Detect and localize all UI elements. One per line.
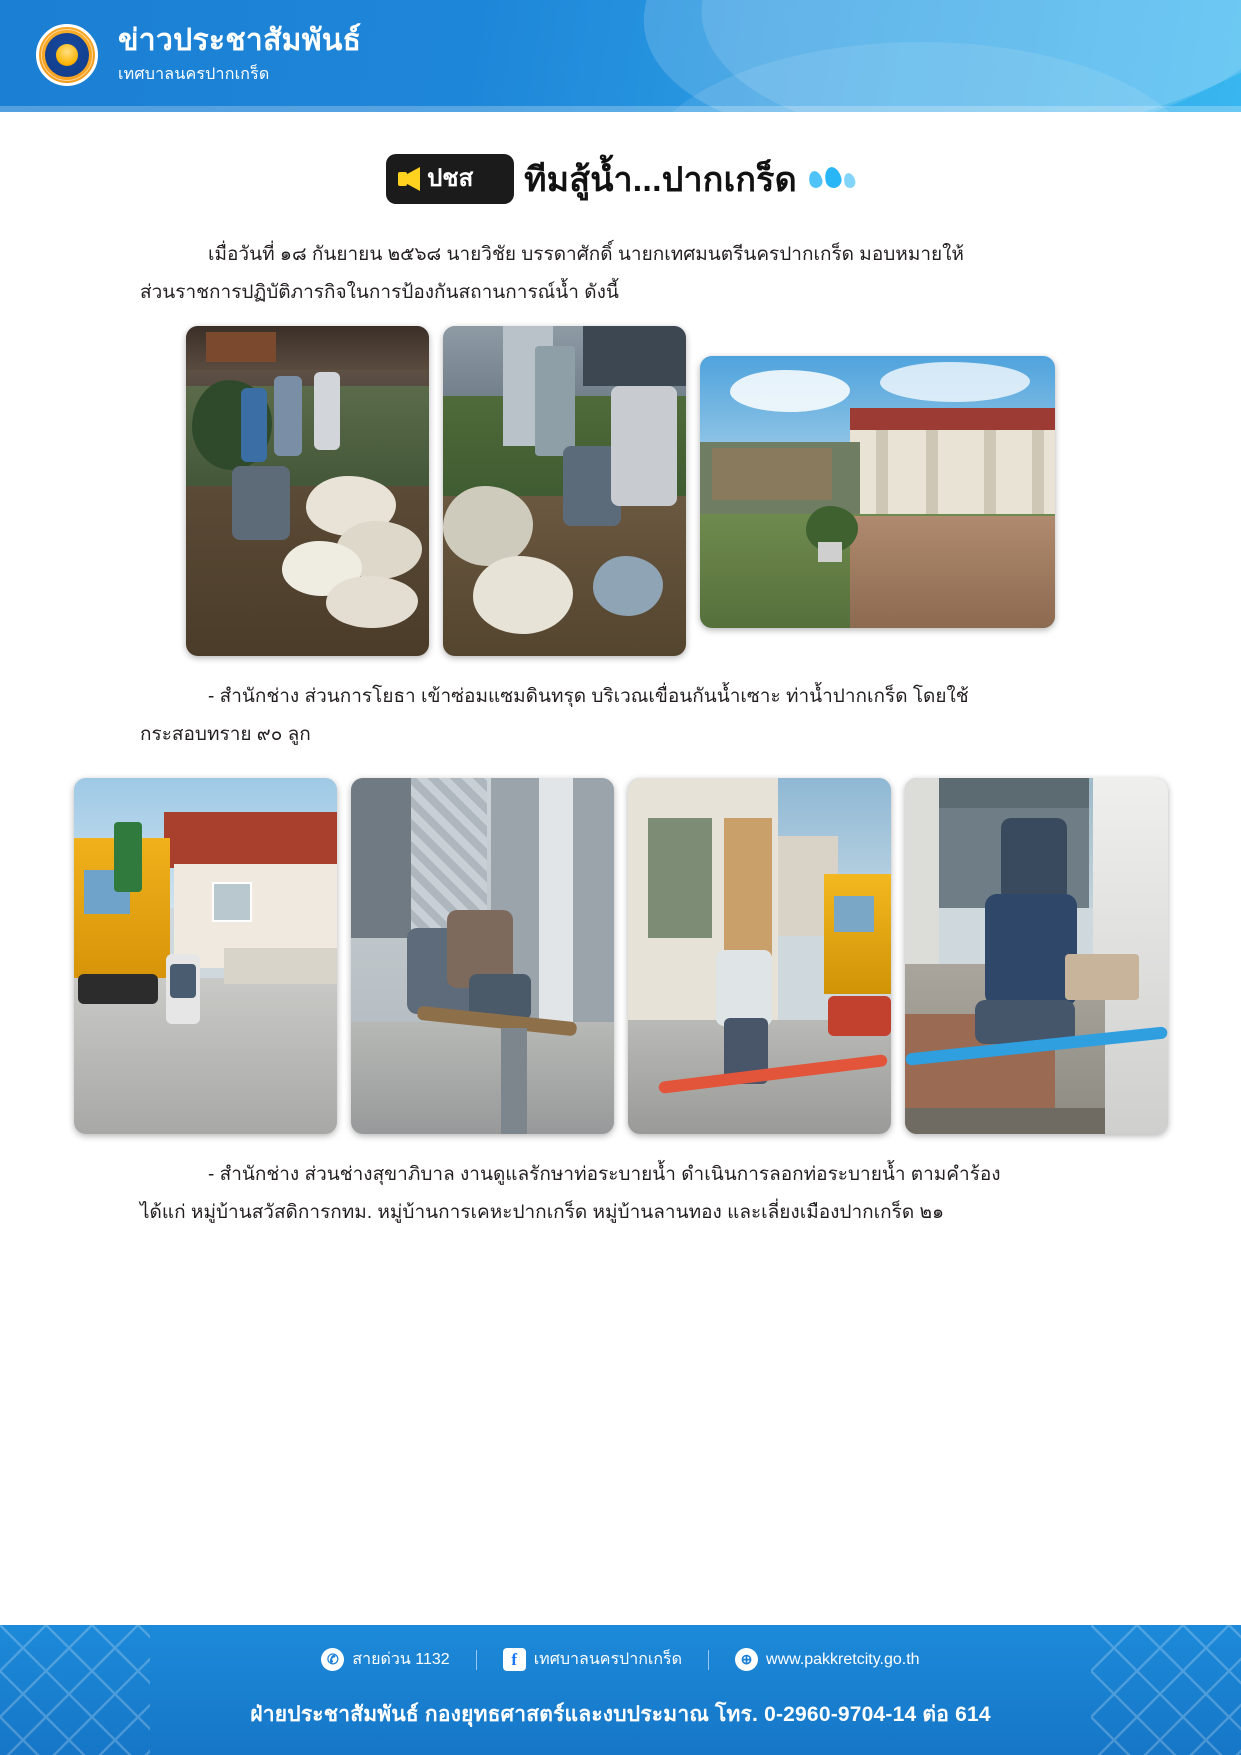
page-title: ข่าวประชาสัมพันธ์ — [118, 24, 362, 57]
facebook-icon[interactable]: f — [503, 1648, 526, 1671]
footer-hotline — [321, 1647, 449, 1672]
page-footer — [0, 1625, 1241, 1755]
photo-pier-pavilion — [700, 356, 1055, 628]
section1-caption — [140, 678, 1101, 754]
footer-decor-right — [1091, 1625, 1241, 1755]
pr-badge — [386, 154, 514, 204]
section2-caption — [140, 1156, 1101, 1232]
photo-sandbags-bank — [186, 326, 429, 656]
header-titles — [118, 22, 361, 87]
footer-decor-left — [0, 1625, 150, 1755]
section2-caption-line-2: ได้แก่ หมู่บ้านสวัสดิการกทม. หมู่บ้านการเคหะปากเกร็ด หมู่บ้านลานทอง และเลี่ยงเมืองปากเกร็ด ๒๑ — [140, 1202, 945, 1223]
section1-caption-line-2: กระสอบทราย ๙๐ ลูก — [140, 724, 311, 745]
footer-separator-1 — [476, 1650, 477, 1670]
organization-name: เทศบาลนครปากเกร็ด — [118, 65, 270, 83]
banner-title: ทีมสู้น้ำ...ปากเกร็ด — [524, 161, 797, 199]
footer-hotline-label: สายด่วน 1132 — [352, 1651, 450, 1668]
photo-row-2 — [0, 778, 1241, 1134]
intro-paragraph — [140, 236, 1101, 312]
water-drops-icon — [809, 167, 855, 188]
section2-caption-line-1: - สำนักช่าง ส่วนช่างสุขาภิบาล งานดูแลรักษาท่อระบายน้ำ ดำเนินการลอกท่อระบายน้ำ ตามคำร้อง — [208, 1164, 1001, 1185]
footer-website-label: www.pakkretcity.go.th — [766, 1650, 920, 1668]
footer-separator-2 — [708, 1650, 709, 1670]
footer-facebook-label: เทศบาลนครปากเกร็ด — [533, 1651, 683, 1668]
document-body — [0, 236, 1241, 754]
page-header — [0, 0, 1241, 112]
photo-row-1 — [140, 326, 1101, 656]
header-bottom-edge — [0, 106, 1241, 112]
footer-contact-row — [0, 1647, 1241, 1672]
campaign-banner — [321, 148, 921, 210]
intro-line-2: ส่วนราชการปฏิบัติภารกิจในการป้องกันสถานการณ์น้ำ ดังนี้ — [140, 282, 619, 303]
city-seal-icon — [36, 24, 98, 86]
photo-vacuum-truck — [74, 778, 337, 1134]
photo-hose-in-alley — [628, 778, 891, 1134]
footer-website[interactable] — [735, 1648, 920, 1671]
section1-caption-line-1: - สำนักช่าง ส่วนการโยธา เข้าซ่อมแซมดินทรุด บริเวณเขื่อนกันน้ำเซาะ ท่าน้ำปากเกร็ด โดยใช้ — [208, 686, 969, 707]
footer-facebook[interactable] — [503, 1647, 682, 1672]
footer-department-line: ฝ่ายประชาสัมพันธ์ กองยุทธศาสตร์และงบประมาณ โทร. 0-2960-9704-14 ต่อ 614 — [250, 1703, 991, 1726]
photo-drain-cleaning-fence — [351, 778, 614, 1134]
megaphone-icon — [398, 167, 420, 191]
photo-opening-drain-cover — [905, 778, 1168, 1134]
phone-icon: ✆ — [321, 1648, 344, 1671]
pr-badge-label: ปชส — [427, 165, 474, 192]
globe-icon[interactable]: ⊕ — [735, 1648, 758, 1671]
photo-filling-sandbags — [443, 326, 686, 656]
intro-line-1: เมื่อวันที่ ๑๘ กันยายน ๒๕๖๘ นายวิชัย บรรดาศักดิ์ นายกเทศมนตรีนครปากเกร็ด มอบหมายให้ — [208, 244, 964, 265]
document-body-2 — [0, 1156, 1241, 1232]
